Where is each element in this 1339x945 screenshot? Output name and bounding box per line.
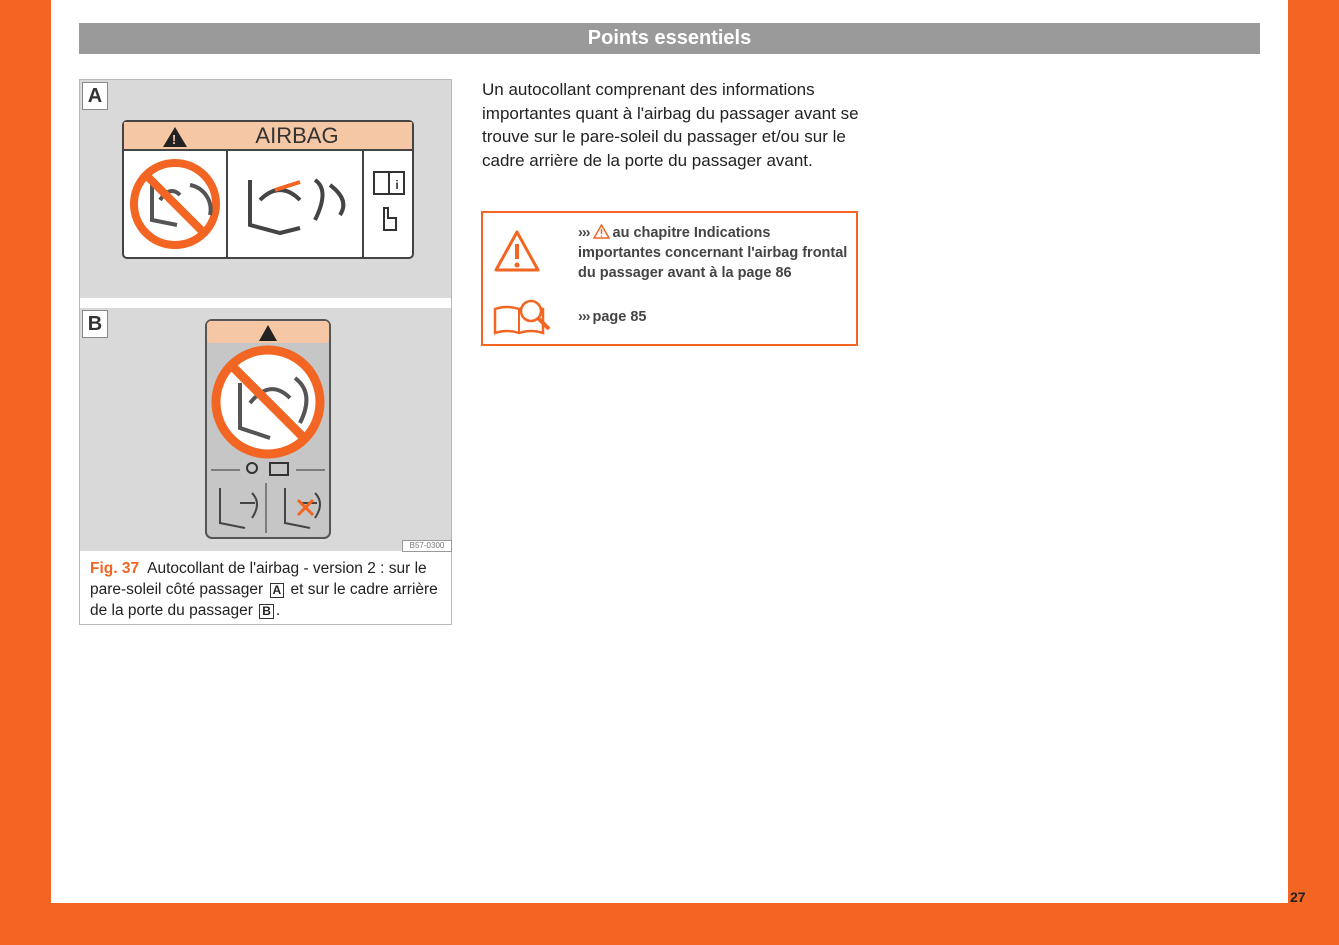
small-warning-icon	[593, 224, 610, 239]
arrows-icon: ›››	[578, 225, 590, 241]
caption-text-3: .	[275, 602, 281, 619]
warning-reference[interactable]	[578, 223, 853, 283]
figure-37	[79, 79, 452, 625]
figure-panel-a	[80, 80, 451, 298]
key-a: A	[270, 583, 285, 598]
page-number: 27	[1290, 889, 1306, 905]
book-search-icon	[491, 297, 553, 337]
left-orange-margin	[0, 0, 51, 945]
key-b: B	[259, 604, 274, 619]
caption-text-2: et sur le cadre arrière de la porte du passager	[90, 581, 438, 619]
warning-triangle-icon	[493, 229, 541, 273]
page-reference-text: page 85	[592, 309, 647, 325]
page-reference[interactable]	[578, 307, 853, 327]
warning-reference-text: au chapitre Indications importantes concernant l'airbag frontal du passager avant à la page 86	[578, 225, 848, 281]
svg-text:i: i	[395, 178, 399, 192]
figure-caption	[90, 558, 442, 621]
svg-text:!: !	[171, 132, 177, 147]
panel-a-letter: A	[82, 82, 108, 110]
airbag-sticker-a	[80, 80, 451, 298]
airbag-sticker-b	[80, 308, 451, 551]
arrows-icon: ›››	[578, 309, 590, 325]
panel-b-letter: B	[82, 310, 108, 338]
sticker-title: AIRBAG	[255, 123, 339, 148]
caption-text-1: Autocollant de l'airbag - version 2 : sur le pare-soleil côté passager	[90, 560, 427, 598]
warning-box	[481, 211, 858, 346]
figure-label: Fig. 37	[90, 560, 140, 577]
page-header: Points essentiels	[79, 23, 1260, 54]
figure-panel-b	[80, 308, 451, 551]
panel-divider	[80, 298, 451, 308]
body-paragraph: Un autocollant comprenant des informations importantes quant à l'airbag du passager avant se trouve sur le pare-soleil du passager et/ou sur le cadre arrière de la porte du passager avant.	[482, 80, 859, 170]
figure-code: B57-0300	[402, 540, 452, 552]
